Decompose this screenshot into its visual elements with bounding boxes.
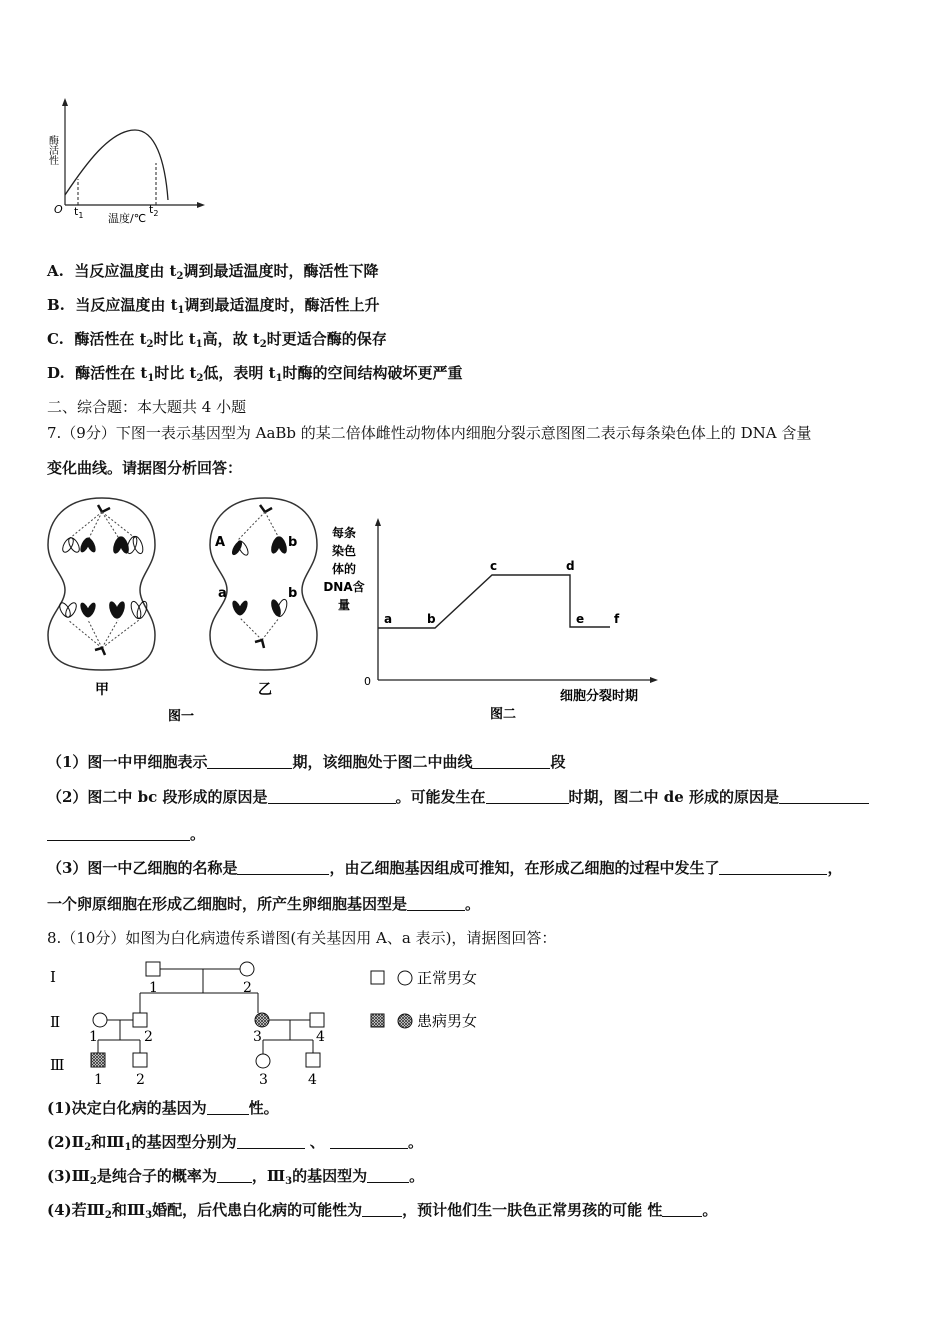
II-4-male [310, 1013, 324, 1027]
svg-text:1: 1 [149, 980, 158, 996]
answer-blank[interactable] [662, 1202, 702, 1217]
answer-blank[interactable] [237, 860, 329, 875]
svg-text:4: 4 [308, 1072, 317, 1088]
answer-blank[interactable] [472, 754, 550, 769]
legend-affected-label: 患病男女 [417, 1012, 478, 1030]
pedigree-chart [40, 955, 520, 1090]
t2-label: $t_2$ [149, 203, 159, 218]
point-f: f [614, 612, 620, 626]
option-d: D. 酶活性在 $t_1$时比 $t_2$低，表明 $t_1$时酶的空间结构破坏更严重 [47, 364, 463, 384]
y-axis-label: 酶活性 [46, 135, 58, 165]
point-e: e [576, 612, 585, 626]
enzyme-curve [65, 130, 168, 200]
cell-yi-label: 乙 [258, 682, 272, 698]
III-3-female [256, 1054, 270, 1068]
answer-blank[interactable] [362, 1202, 402, 1217]
point-b: b [427, 612, 436, 626]
q7-intro-line1: 7.（9分）下图一表示基因型为 AaBb 的某二倍体雌性动物体内细胞分裂示意图图二表示每条染色体上的 DNA 含量 [47, 424, 812, 442]
option-c: C. 酶活性在 $t_2$时比 $t_1$高，故 $t_2$时更适合酶的保存 [47, 330, 387, 350]
point-a: a [384, 612, 393, 626]
answer-blank[interactable] [330, 1134, 408, 1149]
x-axis-label: 温度/℃ [108, 212, 147, 225]
gen-II-label: Ⅱ [50, 1013, 61, 1031]
svg-text:染色: 染色 [331, 544, 357, 558]
legend-normal-male [371, 971, 384, 984]
option-a: A. 当反应温度由 $t_2$调到最适温度时，酶活性下降 [47, 262, 379, 282]
cell-jia [48, 498, 155, 670]
q8-intro: 8.（10分）如图为白化病遗传系谱图(有关基因用 A、a 表示)，请据图回答： [47, 929, 557, 947]
q7-intro-line2: 变化曲线。请据图分析回答： [47, 459, 243, 477]
figure-2-dna-curve [320, 515, 665, 725]
III-1-male-affected [91, 1053, 105, 1067]
gene-b-label-upper: b [288, 535, 298, 550]
answer-blank[interactable] [237, 1134, 305, 1149]
svg-text:2: 2 [144, 1029, 153, 1045]
q8-part2: $(2)Ⅱ_2$和$Ⅲ_1$的基因型分别为 、 。 [47, 1133, 423, 1153]
I-2-female [240, 962, 254, 976]
point-d: d [566, 559, 575, 573]
q7-part2-cont: 。 [47, 824, 205, 844]
I-1-male [146, 962, 160, 976]
figure-1-caption: 图一 [168, 709, 195, 724]
origin-zero: 0 [364, 675, 371, 688]
gene-a-label: a [218, 586, 227, 601]
III-2-male [133, 1053, 147, 1067]
answer-blank[interactable] [779, 789, 869, 804]
section-heading: 二、综合题：本大题共 4 小题 [47, 398, 247, 416]
q7-part3-cont: 一个卵原细胞在形成乙细胞时，所产生卵细胞基因型是 。 [47, 895, 481, 913]
answer-blank[interactable] [207, 754, 292, 769]
legend-normal-female [398, 971, 412, 985]
answer-blank[interactable] [486, 789, 569, 804]
point-c: c [490, 559, 498, 573]
answer-blank[interactable] [47, 826, 190, 841]
gen-III-label: Ⅲ [50, 1056, 65, 1074]
figure-1-cells [40, 490, 340, 725]
answer-blank[interactable] [367, 1168, 409, 1183]
y-axis-label-block [323, 525, 364, 612]
cell-jia-label: 甲 [95, 682, 109, 698]
q7-part1: （1）图一中甲细胞表示 期，该细胞处于图二中曲线 段 [47, 753, 566, 771]
svg-text:体的: 体的 [331, 562, 357, 576]
answer-blank[interactable] [207, 1100, 249, 1115]
enzyme-activity-graph [40, 95, 210, 230]
t1-label: $t_1$ [74, 205, 84, 220]
option-b: B. 当反应温度由 $t_1$调到最适温度时，酶活性上升 [47, 296, 380, 316]
svg-text:每条: 每条 [331, 526, 357, 540]
svg-text:DNA含: DNA含 [323, 580, 365, 594]
q8-part1: (1)决定白化病的基因为 性。 [47, 1099, 279, 1117]
answer-blank[interactable] [268, 789, 396, 804]
svg-text:2: 2 [136, 1072, 145, 1088]
II-2-male [133, 1013, 147, 1027]
II-1-female [93, 1013, 107, 1027]
figure-2-caption: 图二 [490, 707, 517, 722]
answer-blank[interactable] [407, 896, 465, 911]
gene-b-label-lower: b [288, 586, 298, 601]
gene-A-label: A [215, 535, 226, 550]
q8-part3: $(3)Ⅲ_2$是纯合子的概率为 ，$Ⅲ_3$的基因型为 。 [47, 1167, 425, 1187]
legend-normal-label: 正常男女 [417, 969, 478, 987]
answer-blank[interactable] [719, 860, 827, 875]
legend-affected-female [398, 1014, 412, 1028]
q7-part2: （2）图二中 bc 段形成的原因是 。可能发生在 时期，图二中 de 形成的原因是 [47, 787, 869, 807]
II-3-female-affected [255, 1013, 269, 1027]
svg-text:4: 4 [316, 1029, 325, 1045]
x-axis-label: 细胞分裂时期 [560, 689, 639, 704]
svg-text:1: 1 [94, 1072, 103, 1088]
svg-text:3: 3 [253, 1029, 262, 1045]
legend-affected-male [371, 1014, 384, 1027]
svg-text:3: 3 [259, 1072, 268, 1088]
q8-part4: (4)若$Ⅲ_2$和$Ⅲ_3$婚配，后代患白化病的可能性为 ，预计他们生一肤色正常男孩的可能 性 。 [47, 1201, 718, 1221]
origin-label: O [54, 203, 63, 216]
q7-part3: （3）图一中乙细胞的名称是 ，由乙细胞基因组成可推知，在形成乙细胞的过程中发生了 ， [47, 859, 843, 877]
svg-text:量: 量 [337, 598, 351, 612]
answer-blank[interactable] [217, 1168, 252, 1183]
svg-text:2: 2 [243, 980, 252, 996]
gen-I-label: Ⅰ [50, 968, 56, 986]
svg-text:1: 1 [89, 1029, 98, 1045]
III-4-male [306, 1053, 320, 1067]
